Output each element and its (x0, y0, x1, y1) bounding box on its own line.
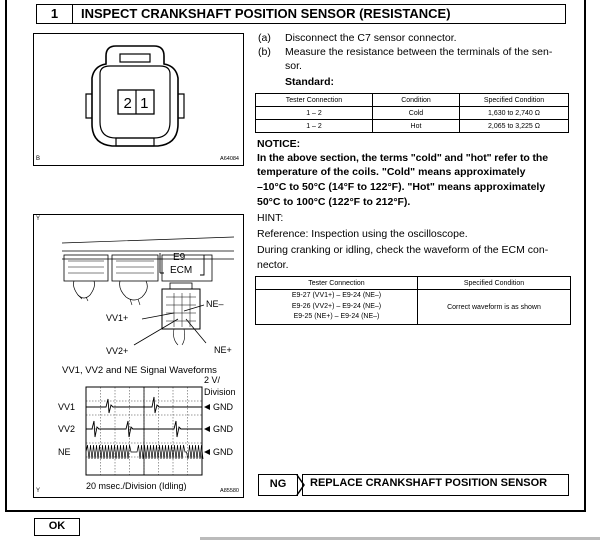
gnd-label-ne: GND (213, 447, 233, 457)
notice-line: 50°C to 100°C (122°F to 212°F). (257, 196, 411, 208)
waveform-title: VV1, VV2 and NE Signal Waveforms (62, 365, 217, 376)
ne-minus-label: NE– (206, 299, 224, 309)
step-a-label: (a) (258, 32, 271, 44)
page-left-rule (5, 0, 7, 512)
gnd-label-vv2: GND (213, 424, 233, 434)
waveform-connection: E9-26 (VV2+) – E9-24 (NE–) (291, 302, 382, 310)
notice-title: NOTICE: (257, 138, 301, 150)
channel-label-vv2: VV2 (58, 424, 76, 434)
section-number: 1 (37, 5, 73, 23)
connector-figure (33, 33, 244, 166)
hint-line: Reference: Inspection using the oscilloscope. (257, 228, 468, 240)
figure2-mark-top: Y (36, 216, 41, 222)
table-cell (256, 290, 418, 325)
vv1-plus-label: VV1+ (106, 313, 129, 323)
notice-line: temperature of the coils. "Cold" means approximately (257, 166, 526, 178)
figure1-id: A64084 (220, 156, 239, 162)
table-header: Condition (373, 94, 460, 107)
channel-label-ne: NE (58, 447, 71, 457)
figure2-mark-bottom: Y (36, 488, 41, 494)
ecm-waveform-illustration (34, 215, 245, 499)
figure1-mark: B (36, 156, 41, 162)
step-b-label: (b) (258, 46, 271, 58)
time-scale: 20 msec./Division (Idling) (86, 481, 187, 491)
oscilloscope-grid (86, 387, 202, 475)
waveform-connection: E9-25 (NE+) – E9-24 (NE–) (293, 313, 380, 321)
hint-line: During cranking or idling, check the waveform of the ECM con- (257, 244, 549, 256)
table-cell: 2,065 to 3,225 Ω (460, 120, 569, 133)
table-row (256, 120, 569, 133)
table-row (256, 107, 569, 120)
ng-label-box[interactable]: NG (258, 474, 298, 496)
table-cell: 1,630 to 2,740 Ω (460, 107, 569, 120)
table-cell: 1 – 2 (256, 120, 373, 133)
notice-line: In the above section, the terms "cold" and "hot" refer to the (257, 152, 548, 164)
notice-line: –10°C to 50°C (14°F to 122°F). "Hot" means approximately (257, 181, 546, 193)
scale-line2: Division (204, 387, 236, 397)
hint-line: nector. (257, 259, 289, 271)
e9-label: E9 (173, 252, 186, 263)
table-cell: Cold (373, 107, 460, 120)
page-bottom-rule (5, 510, 586, 512)
table-header: Specified Condition (460, 94, 569, 107)
scale-line1: 2 V/ (204, 375, 221, 385)
standard-label: Standard: (285, 76, 335, 88)
table-header: Specified Condition (418, 277, 571, 290)
resistance-spec-table (255, 93, 569, 133)
table-cell: Hot (373, 120, 460, 133)
waveform-connection: E9-27 (VV1+) – E9-24 (NE–) (291, 292, 382, 300)
vv2-plus-label: VV2+ (106, 346, 129, 356)
table-header: Tester Connection (256, 277, 418, 290)
channel-label-vv1: VV1 (58, 402, 76, 412)
table-row (256, 290, 571, 325)
sensor-connector-illustration (34, 34, 245, 167)
step-b-text: Measure the resistance between the terminals of the sen- (285, 46, 553, 58)
gnd-arrow-icon (204, 404, 210, 455)
section-title: INSPECT CRANKSHAFT POSITION SENSOR (RESISTANCE) (81, 6, 451, 21)
ok-button[interactable]: OK (34, 518, 80, 536)
ng-action-text: REPLACE CRANKSHAFT POSITION SENSOR (310, 477, 548, 489)
table-header: Tester Connection (256, 94, 373, 107)
gnd-label-vv1: GND (213, 402, 233, 412)
step-b-text-cont: sor. (285, 60, 302, 72)
waveform-spec-table (255, 276, 571, 325)
waveform-figure (33, 214, 244, 498)
connector-pin-numbers: 2 1 (123, 95, 149, 112)
page-right-rule (584, 0, 586, 512)
ecm-label: ECM (170, 265, 193, 276)
figure2-id: A85580 (220, 488, 239, 494)
table-cell: Correct waveform is as shown (418, 290, 571, 325)
ne-plus-label: NE+ (214, 345, 232, 355)
section-header (36, 4, 566, 24)
table-cell: 1 – 2 (256, 107, 373, 120)
step-a-text: Disconnect the C7 sensor connector. (285, 32, 457, 44)
hint-title: HINT: (257, 212, 284, 224)
